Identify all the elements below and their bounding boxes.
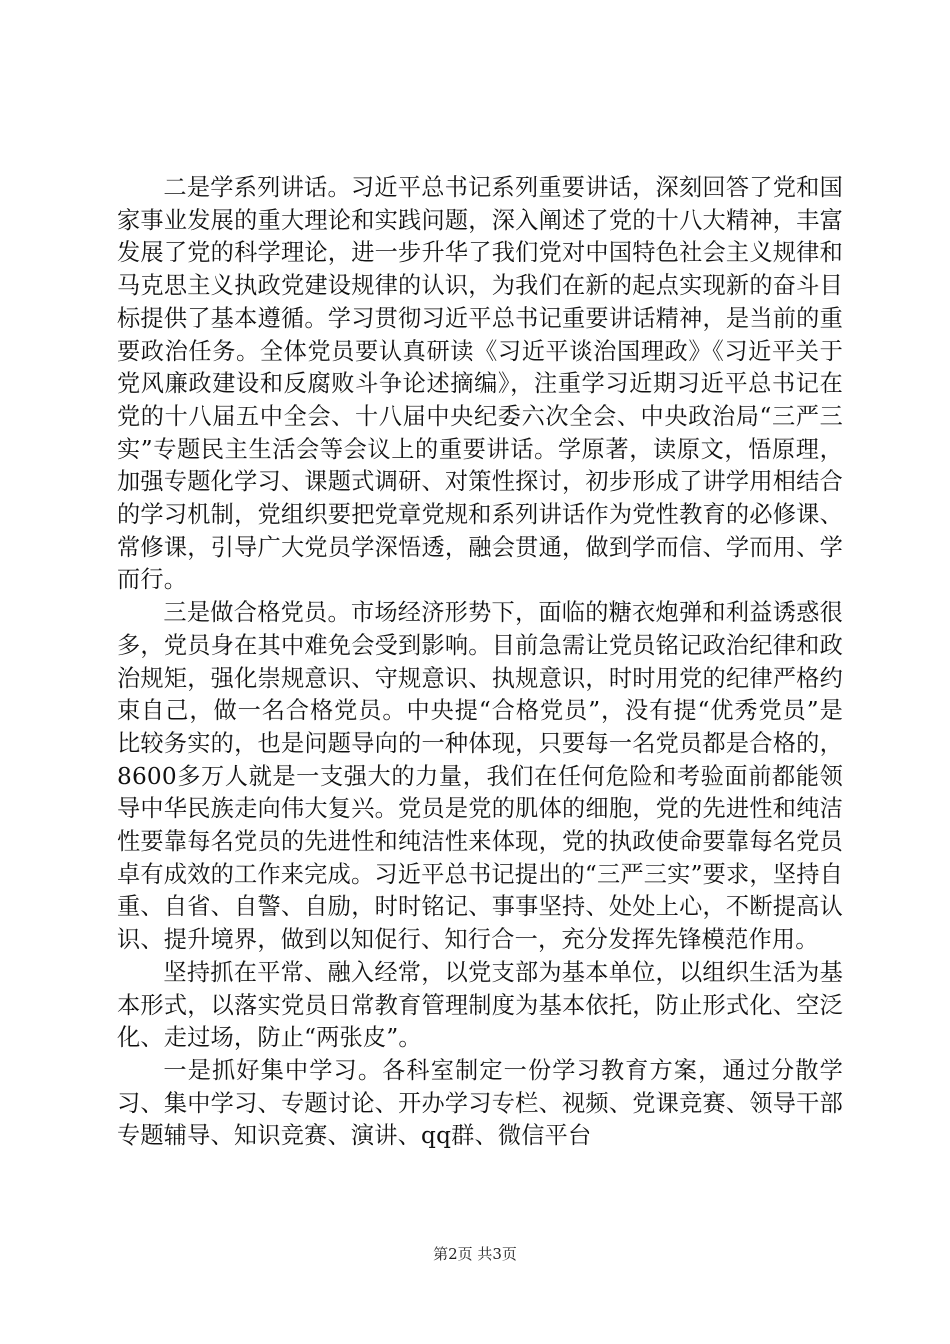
paragraph-qualified-member: 三是做合格党员。市场经济形势下，面临的糖衣炮弹和利益诱惑很多，党员身在其中难免会受到影响。目前急需让党员铭记政治纪律和政治规矩，强化崇规意识、守规意识、执规意识，时时用党的纪律严格约束自己，做一名合格党员。中央提“合格党员”，没有提“优秀党员”是比较务实的，也是问题导向的一种体现，只要每一名党员都是合格的，8600多万人就是一支强大的力量，我们在任何危险和考验面前都能领导中华民族走向伟大复兴。党员是党的肌体的细胞，党的先进性和纯洁性要靠每名党员的先进性和纯洁性来体现，党的执政使命要靠每名党员卓有成效的工作来完成。习近平总书记提出的“三严三实”要求，坚持自重、自省、自警、自励，时时铭记、事事坚持、处处上心，不断提高认识、提升境界，做到以知促行、知行合一，充分发挥先锋模范作用。 xyxy=(117,599,843,954)
paragraph-centralized-study: 一是抓好集中学习。各科室制定一份学习教育方案，通过分散学习、集中学习、专题讨论、开办学习专栏、视频、党课竞赛、领导干部专题辅导、知识竞赛、演讲、qq群、微信平台 xyxy=(117,1056,843,1150)
paragraph-study-speeches: 二是学系列讲话。习近平总书记系列重要讲话，深刻回答了党和国家事业发展的重大理论和实践问题，深入阐述了党的十八大精神，丰富发展了党的科学理论，进一步升华了我们党对中国特色社会主义规律和马克思主义执政党建设规律的认识，为我们在新的起点实现新的奋斗目标提供了基本遵循。学习贯彻习近平总书记重要讲话精神，是当前的重要政治任务。全体党员要认真研读《习近平谈治国理政》《习近平关于党风廉政建设和反腐败斗争论述摘编》，注重学习近期习近平总书记在党的十八届五中全会、十八届中央纪委六次全会、中央政治局“三严三实”专题民主生活会等会议上的重要讲话。学原著，读原文，悟原理，加强专题化学习、课题式调研、对策性探讨，初步形成了讲学用相结合的学习机制，党组织要把党章党规和系列讲话作为党性教育的必修课、常修课，引导广大党员学深悟透，融会贯通，做到学而信、学而用、学而行。 xyxy=(117,174,843,594)
page-number-label: 第2页 共3页 xyxy=(433,1245,517,1263)
document-body xyxy=(117,172,843,1153)
paragraph-regular-practice: 坚持抓在平常、融入经常，以党支部为基本单位，以组织生活为基本形式，以落实党员日常教育管理制度为基本依托，防止形式化、空泛化、走过场，防止“两张皮”。 xyxy=(117,958,843,1052)
page-footer xyxy=(0,1244,950,1264)
